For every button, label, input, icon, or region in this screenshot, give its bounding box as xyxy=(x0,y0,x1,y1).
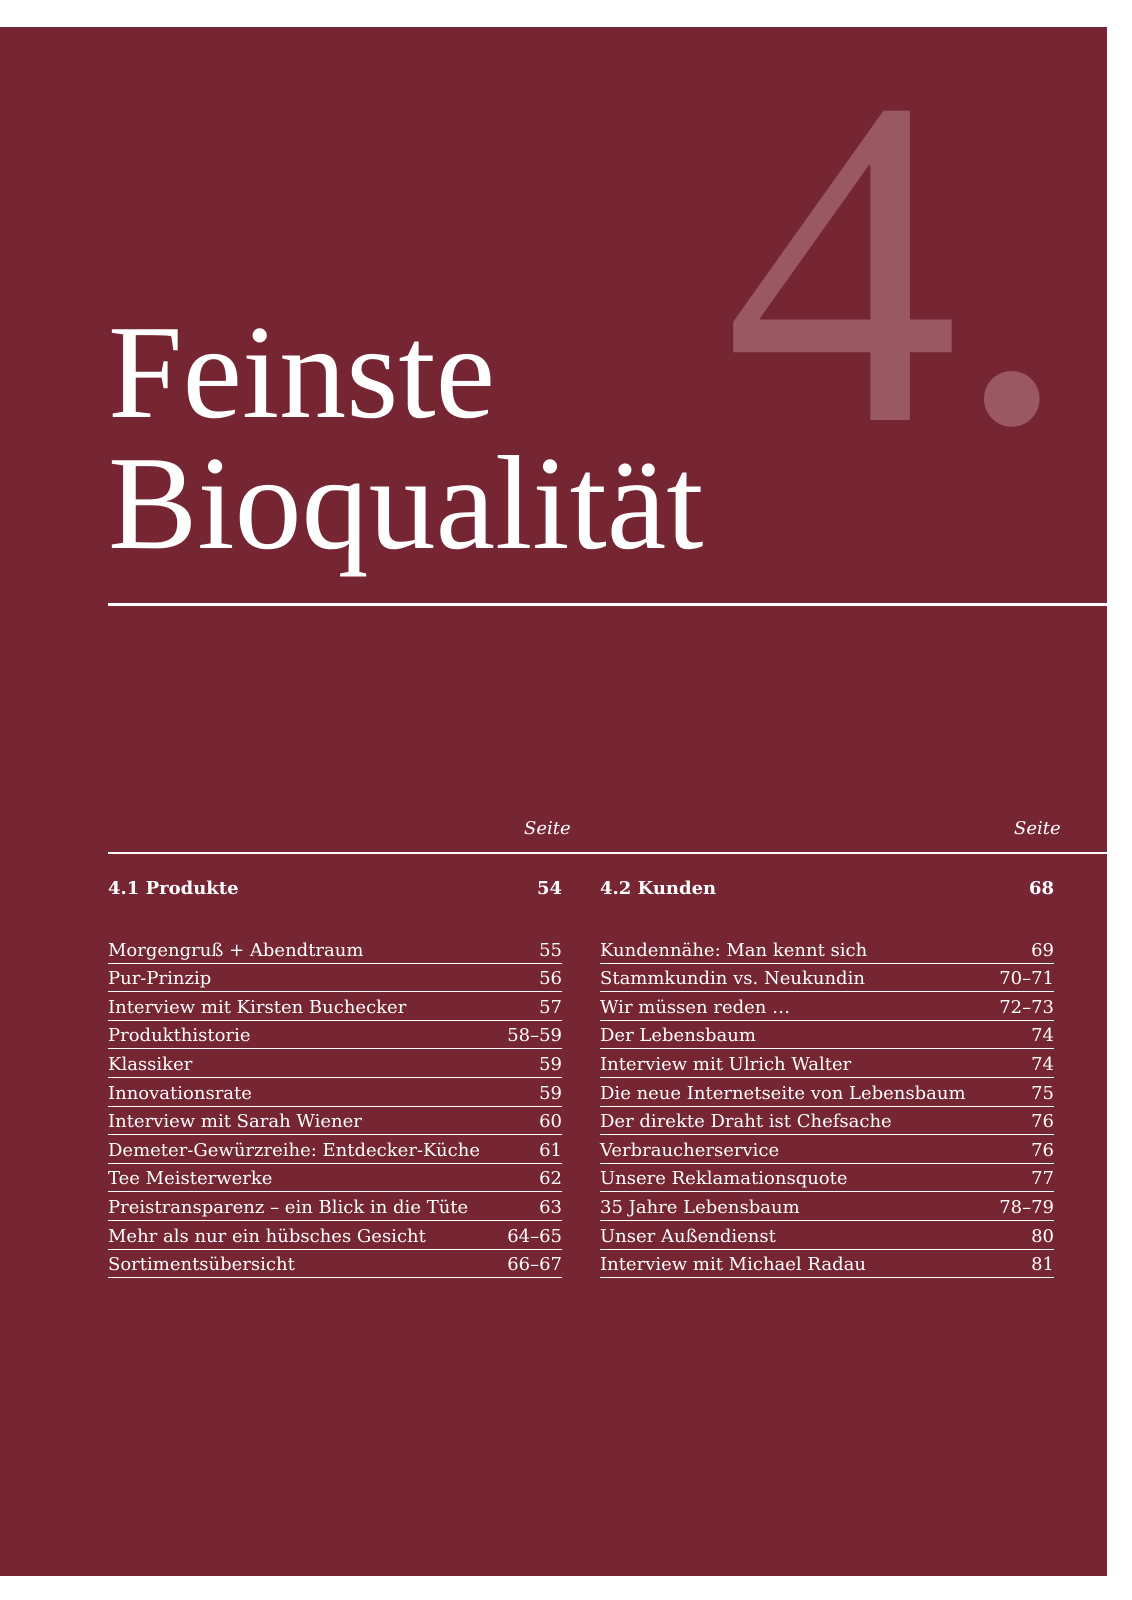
toc-entry-page: 60 xyxy=(539,1111,562,1133)
toc-entry-label: Interview mit Sarah Wiener xyxy=(108,1111,362,1133)
toc-entry[interactable] xyxy=(600,1221,1054,1250)
toc-entry-label: Morgengruß + Abendtraum xyxy=(108,939,364,961)
toc-entry-page: 78–79 xyxy=(999,1196,1054,1218)
toc-entry-page: 76 xyxy=(1031,1111,1054,1133)
toc-entry-page: 80 xyxy=(1031,1225,1054,1247)
toc-entry-label: Demeter-Gewürzreihe: Entdecker-Küche xyxy=(108,1139,480,1161)
toc-entry[interactable] xyxy=(600,935,1054,964)
toc-entry[interactable] xyxy=(600,1192,1054,1221)
toc-entry[interactable] xyxy=(108,935,562,964)
toc-entry[interactable] xyxy=(600,1250,1054,1279)
toc-entry-label: Pur-Prinzip xyxy=(108,968,212,990)
toc-entry[interactable] xyxy=(108,1107,562,1136)
section-title: 4.1 Produkte xyxy=(108,878,239,899)
chapter-title-line1: Feinste xyxy=(108,298,496,446)
toc-entry-label: Kundennähe: Man kennt sich xyxy=(600,939,868,961)
toc-entry-label: Tee Meisterwerke xyxy=(108,1168,273,1190)
toc-entry[interactable] xyxy=(108,964,562,993)
toc-entry-label: 35 Jahre Lebensbaum xyxy=(600,1196,800,1218)
toc-entry-page: 56 xyxy=(539,968,562,990)
toc-entry[interactable] xyxy=(600,1135,1054,1164)
chapter-number: 4. xyxy=(724,1,1065,522)
toc-section-produkte xyxy=(108,878,562,1278)
toc-entry[interactable] xyxy=(108,1135,562,1164)
toc-entry-page: 77 xyxy=(1031,1168,1054,1190)
toc-entry-page: 58–59 xyxy=(507,1025,562,1047)
toc-entry-label: Stammkundin vs. Neukundin xyxy=(600,968,865,990)
toc-entry[interactable] xyxy=(600,1164,1054,1193)
toc-entry-label: Sortimentsübersicht xyxy=(108,1254,295,1276)
toc-entry[interactable] xyxy=(600,992,1054,1021)
section-page: 54 xyxy=(536,878,562,899)
toc-entry-label: Der direkte Draht ist Chefsache xyxy=(600,1111,892,1133)
toc-entry-label: Klassiker xyxy=(108,1053,193,1075)
toc-entry-label: Preistransparenz – ein Blick in die Tüte xyxy=(108,1196,469,1218)
toc-entry-label: Interview mit Kirsten Buchecker xyxy=(108,996,407,1018)
toc-entry-label: Wir müssen reden … xyxy=(600,996,791,1018)
toc-entry-page: 59 xyxy=(539,1053,562,1075)
toc-entry[interactable] xyxy=(108,992,562,1021)
toc-entry-page: 66–67 xyxy=(507,1254,562,1276)
toc-entry-label: Der Lebensbaum xyxy=(600,1025,756,1047)
toc-entry[interactable] xyxy=(108,1078,562,1107)
toc-entry-page: 64–65 xyxy=(507,1225,562,1247)
toc-entry[interactable] xyxy=(600,1021,1054,1050)
toc-entry[interactable] xyxy=(600,1078,1054,1107)
toc-entry[interactable] xyxy=(108,1164,562,1193)
toc-entry-label: Die neue Internetseite von Lebensbaum xyxy=(600,1082,966,1104)
toc-entry-page: 59 xyxy=(539,1082,562,1104)
toc-entry-label: Interview mit Ulrich Walter xyxy=(600,1053,852,1075)
toc-entry-label: Unsere Reklamationsquote xyxy=(600,1168,848,1190)
toc-entry-label: Produkthistorie xyxy=(108,1025,251,1047)
toc-section-kunden xyxy=(600,878,1054,1278)
toc-entry-page: 69 xyxy=(1031,939,1054,961)
toc-entry[interactable] xyxy=(600,1107,1054,1136)
toc-entry-page: 62 xyxy=(539,1168,562,1190)
toc-entry-page: 75 xyxy=(1031,1082,1054,1104)
toc-entry-page: 55 xyxy=(539,939,562,961)
toc-entry-page: 76 xyxy=(1031,1139,1054,1161)
toc-entry[interactable] xyxy=(108,1049,562,1078)
page-column-label-right: Seite xyxy=(1014,818,1061,839)
title-divider xyxy=(108,603,1107,606)
toc-entry-page: 70–71 xyxy=(999,968,1054,990)
toc-entry[interactable] xyxy=(108,1192,562,1221)
toc-entry-label: Innovationsrate xyxy=(108,1082,252,1104)
toc-entry-page: 61 xyxy=(539,1139,562,1161)
section-page: 68 xyxy=(1028,878,1054,899)
toc-entry[interactable] xyxy=(108,1021,562,1050)
toc-entry-page: 72–73 xyxy=(999,996,1054,1018)
toc-entry[interactable] xyxy=(108,1250,562,1279)
chapter-title-line2: Bioqualität xyxy=(108,429,704,577)
section-heading[interactable] xyxy=(600,878,1054,908)
toc-entry-page: 81 xyxy=(1031,1254,1054,1276)
section-heading[interactable] xyxy=(108,878,562,908)
toc-entry-label: Verbraucherservice xyxy=(600,1139,780,1161)
toc-entry-label: Interview mit Michael Radau xyxy=(600,1254,866,1276)
section-title: 4.2 Kunden xyxy=(600,878,717,899)
page-column-label-left: Seite xyxy=(524,818,571,839)
toc-entry-page: 63 xyxy=(539,1196,562,1218)
toc-entry-page: 74 xyxy=(1031,1053,1054,1075)
toc-entry[interactable] xyxy=(600,964,1054,993)
toc-entry[interactable] xyxy=(600,1049,1054,1078)
toc-divider xyxy=(108,852,1107,854)
toc-entry-label: Unser Außendienst xyxy=(600,1225,776,1247)
toc-entry-page: 74 xyxy=(1031,1025,1054,1047)
toc-entry-label: Mehr als nur ein hübsches Gesicht xyxy=(108,1225,426,1247)
toc-entry-page: 57 xyxy=(539,996,562,1018)
chapter-panel xyxy=(0,1,1107,1576)
toc-entry[interactable] xyxy=(108,1221,562,1250)
